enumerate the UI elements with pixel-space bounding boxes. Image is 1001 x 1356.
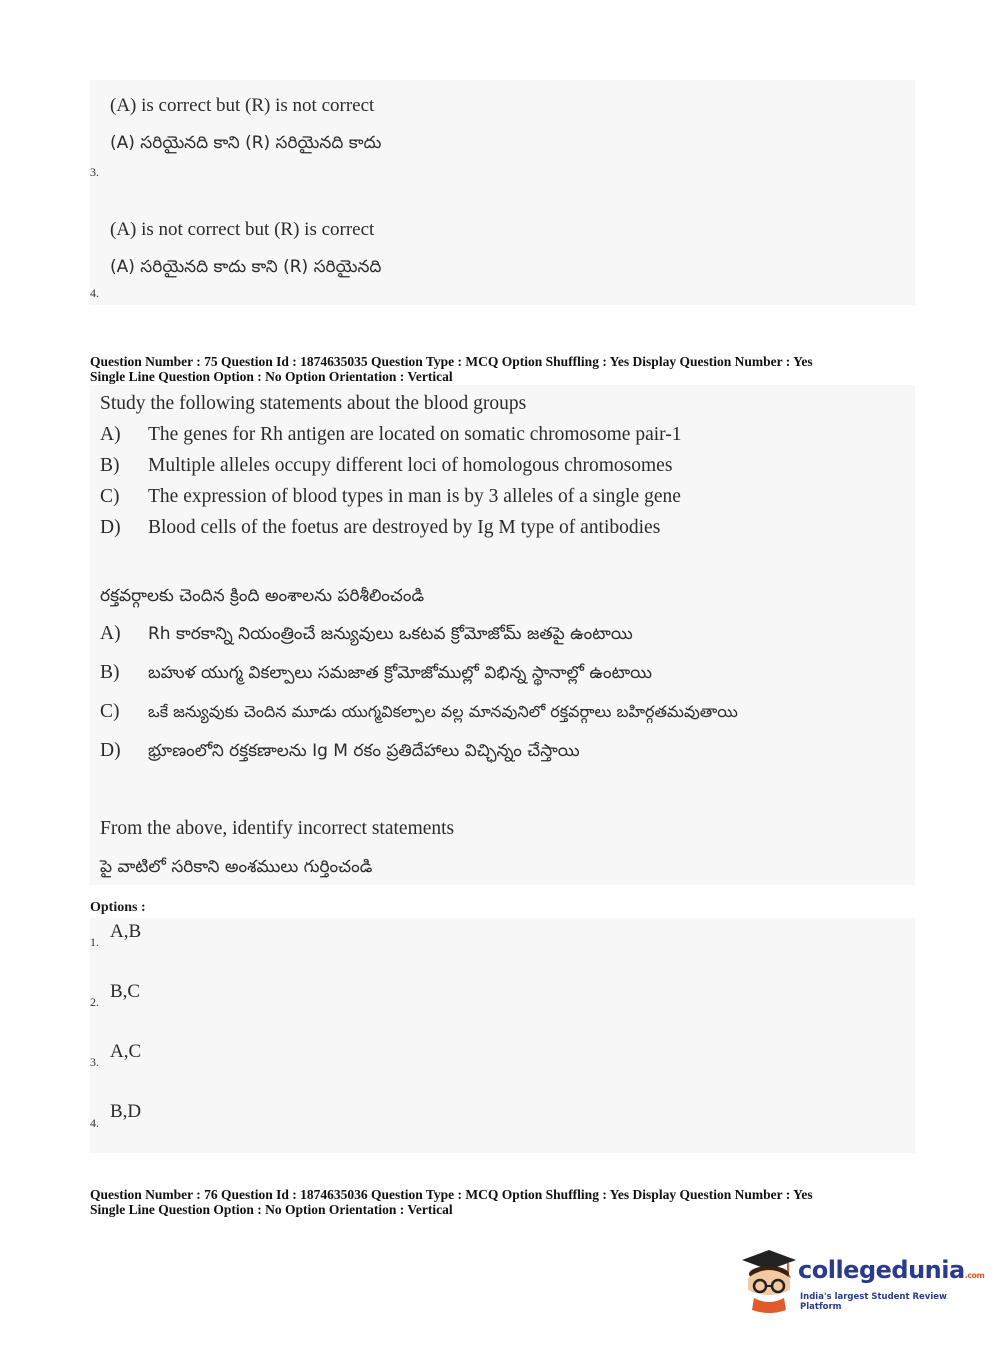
statement-text: Multiple alleles occupy different loci of homologous chromosomes (148, 455, 673, 476)
logo-wordmark (798, 1256, 984, 1284)
options-label: Options : (90, 900, 146, 915)
prev-option-4-number: 4. (90, 286, 99, 300)
option-3-number: 3. (90, 1055, 99, 1069)
option-3-text[interactable]: A,C (110, 1041, 142, 1062)
statement-text: Rh కారకాన్ని నియంత్రించే జన్యువులు ఒకటవ క్రోమోజోమ్ జతపై ఉంటాయి (148, 624, 633, 644)
statement-label: C) (100, 701, 120, 722)
statement-label: B) (100, 455, 120, 476)
q75-statement-c-te (100, 701, 738, 725)
q75-statement-b-te (100, 662, 652, 687)
prev-option-3-english: (A) is correct but (R) is not correct (110, 95, 375, 116)
q75-statement-d-te (100, 740, 580, 765)
q76-meta-line1: Question Number : 76 Question Id : 1874635036 Question Type : MCQ Option Shuffling : Yes Display Question Number : Yes (90, 1187, 813, 1202)
option-1-text[interactable]: A,B (110, 921, 142, 942)
statement-label: C) (100, 486, 120, 507)
statement-text: The genes for Rh antigen are located on somatic chromosome pair-1 (148, 424, 682, 445)
collegedunia-logo (740, 1248, 985, 1318)
option-1-number: 1. (90, 935, 99, 949)
q75-meta-line2: Single Line Question Option : No Option Orientation : Vertical (90, 369, 453, 384)
q75-meta-line1: Question Number : 75 Question Id : 1874635035 Question Type : MCQ Option Shuffling : Yes Display Question Number : Yes (90, 354, 813, 369)
q75-statement-a-te (100, 623, 633, 648)
option-4-number: 4. (90, 1116, 99, 1130)
statement-label: D) (100, 740, 121, 761)
q75-statement-b-en (100, 455, 672, 477)
option-4-text[interactable]: B,D (110, 1101, 142, 1122)
statement-label: A) (100, 623, 121, 644)
options-scan (90, 918, 915, 1153)
statement-text: ఒకే జన్యువుకు చెందిన మూడు యుగ్మవికల్పాల వల్ల మానవునిలో రక్తవర్గాలు బహిర్గతమవుతాయి (148, 702, 738, 721)
prev-option-4-telugu: (A) సరియైనది కాదు కాని (R) సరియైనది (110, 257, 382, 277)
statement-label: D) (100, 517, 121, 538)
option-2-text[interactable]: B,C (110, 981, 141, 1002)
statement-text: బహుళ యుగ్మ వికల్పాలు సమజాత క్రోమోజోముల్లో విభిన్న స్థానాల్లో ఉంటాయి (148, 663, 653, 683)
statement-text: భ్రూణంలోని రక్తకణాలను Ig M రకం ప్రతిదేహాలు విచ్ఛిన్నం చేస్తాయి (148, 741, 580, 761)
option-2-number: 2. (90, 995, 99, 1009)
prev-option-4-english: (A) is not correct but (R) is correct (110, 219, 375, 240)
statement-text: Blood cells of the foetus are destroyed by Ig M type of antibodies (148, 517, 661, 538)
q76-meta-line2: Single Line Question Option : No Option Orientation : Vertical (90, 1202, 453, 1217)
mascot-icon (740, 1248, 798, 1318)
logo-name: collegedunia (798, 1256, 965, 1284)
statement-label: A) (100, 424, 121, 445)
q75-intro-telugu: రక్తవర్గాలకు చెందిన క్రింది అంశాలను పరిశీలించండి (100, 586, 425, 606)
q75-statement-d-en (100, 517, 660, 539)
prev-option-3-telugu: (A) సరియైనది కాని (R) సరియైనది కాదు (110, 133, 382, 153)
q75-intro-english: Study the following statements about the blood groups (100, 393, 527, 414)
q75-statement-a-en (100, 424, 682, 446)
q75-ask-telugu: పై వాటిలో సరికాని అంశములు గుర్తించండి (100, 857, 373, 877)
q75-ask-english: From the above, identify incorrect statements (100, 818, 455, 839)
statement-text: The expression of blood types in man is by 3 alleles of a single gene (148, 486, 681, 507)
statement-label: B) (100, 662, 120, 683)
q75-statement-c-en (100, 486, 681, 508)
logo-tagline: India's largest Student Review Platform (800, 1292, 947, 1312)
prev-option-3-number: 3. (90, 165, 99, 179)
logo-suffix: .com (964, 1271, 985, 1280)
